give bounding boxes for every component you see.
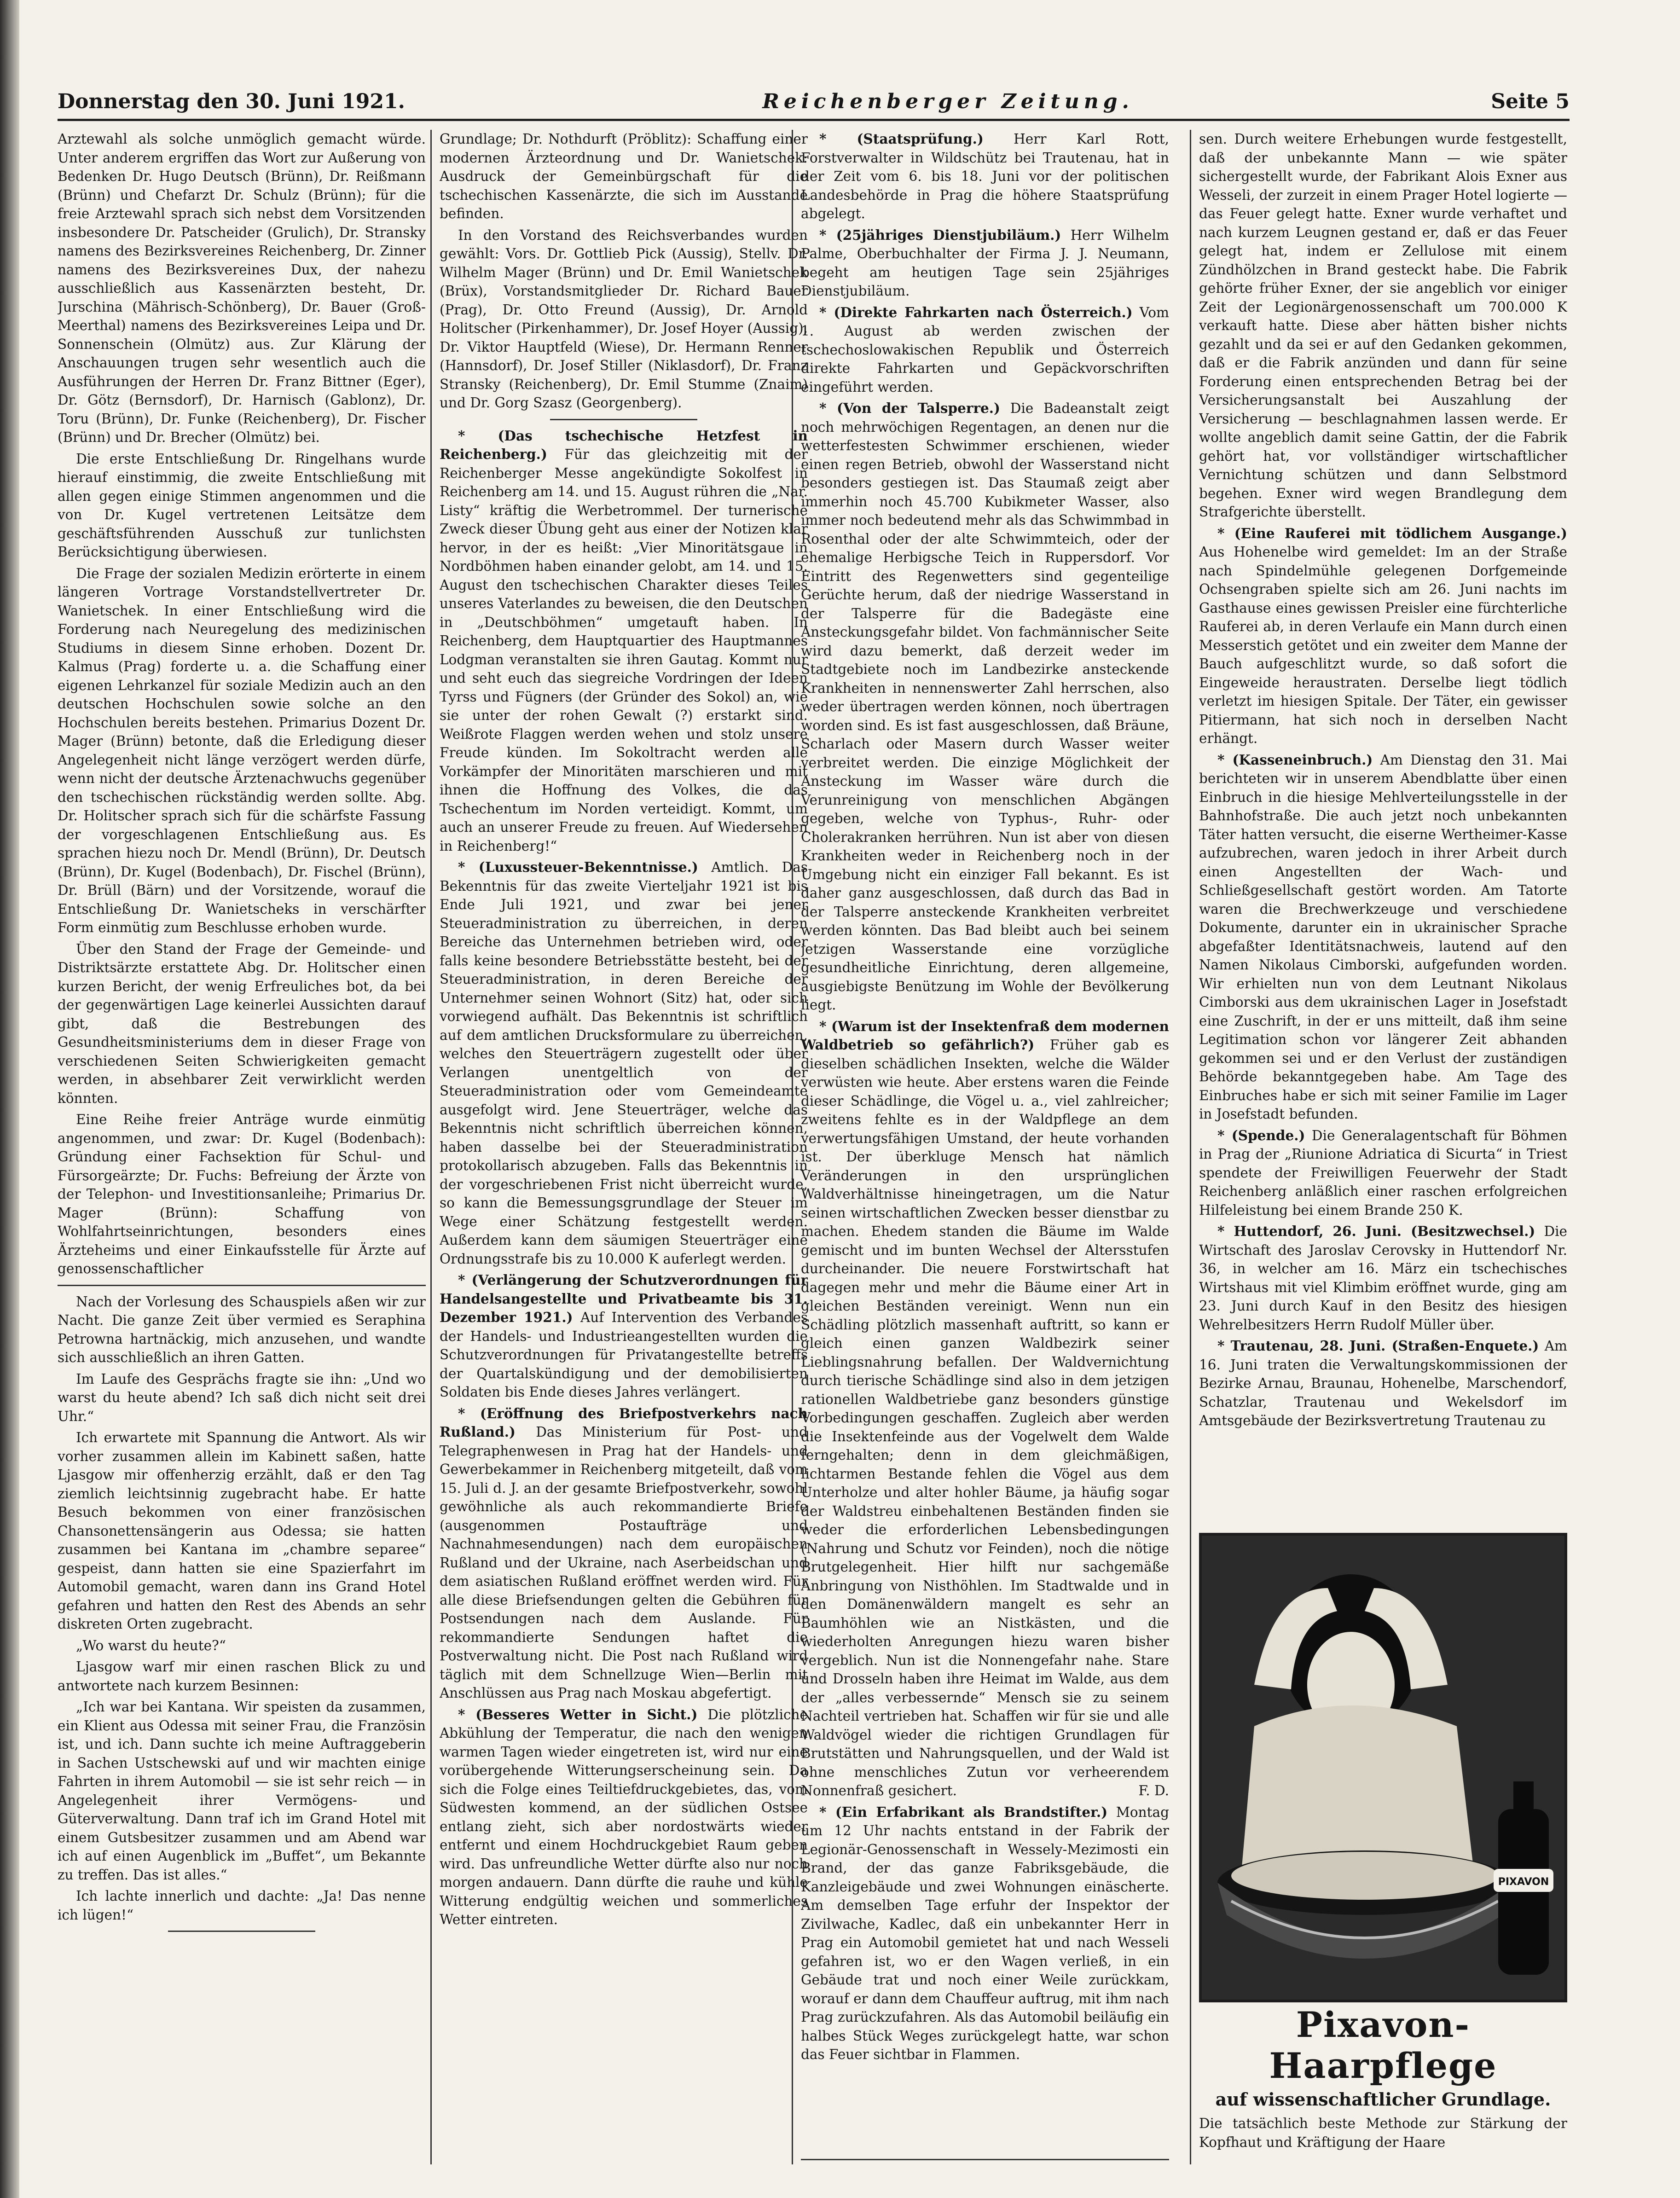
page-header bbox=[58, 84, 1570, 113]
news-item bbox=[801, 226, 1169, 301]
news-headline: * Huttendorf, 26. Juni. (Besitzwechsel.) bbox=[1217, 1223, 1535, 1239]
news-body: Die Badeanstalt zeigt noch mehrwöchigen Regentagen, an denen nur die wetterfestesten Schwimmer erschienen, wieder einen regen Betrieb, obwohl der Wasserstand nicht besonders gestiegen ist. Das Staumaß zeigt aber immerhin noch 45.700 Kubikmeter Wasser, also immer noch bedeutend mehr als das Schwimmbad in Rosenthal oder der alte Schwimmteich, oder der ehemalige Herbigsche Teich in Ruppersdorf. Vor Eintritt des Regenwetters sind gegenteilige Gerüchte herum, daß der niedrige Wasserstand in der Talsperre für die Badegäste eine Ansteckungsgefahr bildet. Von fachmännischer Seite wird dazu bemerkt, daß derzeit weder im Stadtgebiete noch im Landbezirke ansteckende Krankheiten in nennenswerter Zahl herrschen, also weder übertragen werden können, noch übertragen worden sind. Es ist fast ausgeschlossen, daß Bräune, Scharlach oder Masern durch Wasser weiter verbreitet werden. Die einzige Möglichkeit der Ansteckung im Wasser wäre durch die Verunreinigung von menschlichen Abgängen gegeben, welche von Typhus-, Ruhr- oder Cholerakranken herrühren. Nun ist aber von diesen Krankheiten weder in Reichenberg noch in der Umgebung nicht ein einziger Fall bekannt. Es ist daher ganz ausgeschlossen, daß durch das Bad in der Talsperre ansteckende Krankheiten verbreitet werden könnten. Das Bad bleibt auch bei seinem jetzigen Wasserstande eine vorzügliche gesundheitliche Einrichtung, deren allgemeine, ausgiebigste Benützung im Wohle der Bevölkerung liegt. bbox=[801, 400, 1169, 1013]
news-headline: * (Eröffnung des Briefpostverkehrs nach Rußland.) bbox=[440, 1405, 808, 1440]
article-paragraph: In den Vorstand des Reichsverbandes wurden gewählt: Vors. Dr. Gottlieb Pick (Aussig), Stellv. Dr. Wilhelm Mager (Brünn) und Dr. Emil Wanietschek (Brüx), Vorstandsmitglieder Dr. Richard Bauer (Prag), Dr. Otto Freund (Aussig), Dr. Arnold Holitscher (Pirkenhammer), Dr. Josef Hoyer (Aussig), Dr. Viktor Hauptfeld (Wiese), Dr. Hermann Renner (Hannsdorf), Dr. Josef Stiller (Niklasdorf), Dr. Franz Stransky (Reichenberg), Dr. Emil Stumme (Znaim) und Dr. Gorg Szasz (Georgenberg). bbox=[440, 227, 808, 411]
header-rule bbox=[58, 119, 1570, 121]
column-rule bbox=[430, 130, 432, 2164]
news-headline: * (Warum ist der Insektenfraß dem modernen Waldbetrieb so gefährlich?) bbox=[801, 1018, 1169, 1053]
news-item bbox=[801, 303, 1169, 397]
news-item bbox=[440, 1705, 808, 1929]
column-bottom-rule bbox=[801, 2159, 1169, 2160]
news-item bbox=[440, 427, 808, 856]
article-paragraph: Die Frage der sozialen Medizin erörterte in einem längeren Vortrage Vorstandstellvertreter Dr. Wanietschek. In einer Entschließung wird die Forderung nach Neuregelung des medizinischen Studiums in diesem Sinne erhoben. Dozent Dr. Kalmus (Prag) forderte u. a. die Schaffung einer eigenen Lehrkanzel für soziale Medizin auch an den deutschen Hochschulen sowie solche an den Hochschulen bereits bestehen. Primarius Dozent Dr. Mager (Brünn) betonte, daß die Erledigung dieser Angelegenheit nicht länge verzögert werden dürfe, wenn nicht der deutsche Ärztenachwuchs gegenüber den tschechischen rückständig werden sollte. Abg. Dr. Holitscher sprach sich für die schärfste Fassung der vorgeschlagenen Entschließung aus. Es sprachen hiezu noch Dr. Mendl (Brünn), Dr. Deutsch (Brünn), Dr. Kugel (Bodenbach), Dr. Fischel (Brünn), Dr. Brüll (Bärn) und der Vorsitzende, worauf die Entschließung Dr. Wanietscheks in verschärfter Form einmütig zum Beschlusse erhoben wurde. bbox=[58, 565, 426, 935]
news-item bbox=[440, 858, 808, 1268]
news-item bbox=[801, 1017, 1169, 1800]
news-headline: * (Ein Erfabrikant als Brandstifter.) bbox=[819, 1804, 1108, 1820]
article-paragraph: Über den Stand der Frage der Gemeinde- und Distriktsärzte erstattete Abg. Dr. Holitscher einen kurzen Bericht, der wenig Erfreuliches bot, da bei der gegenwärtigen Lage keinerlei Aussichten darauf gibt, daß die Bestrebungen des Gesundheitsministeriums dem in dieser Frage von verschiedenen Seiten Schwierigkeiten gemacht werden, in absehbarer Zeit verwirklicht werden könnten. bbox=[58, 941, 426, 1106]
article-signature: F. D. bbox=[1138, 1783, 1169, 1798]
page-number: Seite 5 bbox=[1491, 90, 1570, 113]
feuilleton-paragraph: „Wo warst du heute?“ bbox=[76, 1637, 226, 1653]
news-item bbox=[440, 1271, 808, 1402]
article-paragraph: Arztewahl als solche unmöglich gemacht würde. Unter anderem ergriffen das Wort zur Außerung von Bedenken Dr. Hugo Deutsch (Brünn), Dr. Reißmann (Brünn) und Chefarzt Dr. Schulz (Brünn); für die freie Arztewahl sprach sich nebst dem Vorsitzenden insbesondere Dr. Patscheider (Grulich), Dr. Stransky namens des Bezirksvereines Reichenberg, Dr. Zinner namens des Bezirksvereines Dux, der nahezu ausschließlich aus Kassenärzten besteht, Dr. Jurschina (Mährisch-Schönberg), Dr. Bauer (Groß-Meerthal) namens des Bezirksvereines Leipa und Dr. Sonnenschein (Olmütz) aus. Zur Klärung der Anschauungen trugen sehr wesentlich auch die Ausführungen der Herren Dr. Franz Bittner (Eger), Dr. Götz (Bernsdorf), Dr. Harnisch (Gablonz), Dr. Toru (Brünn), Dr. Funke (Reichenberg), Dr. Fischer (Brünn) und Dr. Brecher (Olmütz) bei. bbox=[58, 131, 426, 445]
news-headline: * Trautenau, 28. Juni. (Straßen-Enquete.) bbox=[1217, 1338, 1539, 1354]
masthead: Reichenberger Zeitung. bbox=[762, 90, 1134, 113]
news-body: Herr Karl Rott, Forstverwalter in Wildschütz bei Trautenau, hat in der Zeit vom 6. bis 18. Juni vor der politischen Landesbehörde in Prag die höhere Staatsprüfung abgelegt. bbox=[801, 131, 1169, 221]
ad-text: Die tatsächlich beste Methode zur Stärkung der Kopfhaut und Kräftigung der Haare bbox=[1199, 2116, 1567, 2150]
feuilleton-paragraph: Ich erwartete mit Spannung die Antwort. Als wir vorher zusammen allein im Kabinett saßen, hatte Ljasgow mir offenherzig erzählt, daß er den Tag ziemlich leichtsinnig zugebracht habe. Er hatte Besuch bekommen von einer französischen Chansonettensängerin aus Odessa; sie hatten zusammen bei Kantana im „chambre separee“ gespeist, dann hatten sie eine Spazierfahrt im Automobil gemacht, waren dann ins Grand Hotel gefahren und hatten den Rest des Abends an sehr diskreten Orten zugebracht. bbox=[58, 1430, 426, 1632]
news-body: Montag um 12 Uhr nachts entstand in der Fabrik der Legionär-Genossenschaft in Wessely-Mezimosti ein Brand, der das ganze Fabriksgebäude, die Kanzleigebäude und zwei Wohnungen einäscherte. Am demselben Tage erfuhr der Inspektor der Zivilwache, Kadlec, daß ein unbekannter Herr in Prag ein Automobil gemietet hat und nach Wesseli gefahren ist, wo er den Wagen verließ, in ein Gebäude trat und noch einer Weile zurückkam, worauf er dann dem Chauffeur auftrug, mit ihm nach Prag zurückzufahren. Als das Automobil beiläufig ein halbes Stück Weges zurückgelegt hatte, war schon das Feuer sichtbar in Flammen. bbox=[801, 1804, 1169, 2062]
news-item bbox=[1199, 524, 1567, 748]
news-body: Aus Hohenelbe wird gemeldet: Im an der Straße nach Spindelmühle gelegenen Dorfgemeinde Ochsengraben spielte sich am 26. Juni nachts im Gasthause eines gewissen Preisler eine fürchterliche Rauferei ab, in deren Verlaufe ein Mann durch einen Messerstich getötet und ein zweiter dem Manne der Bauch aufgeschlitzt wurde, so daß sofort die Eingeweide heraustraten. Derselbe liegt tödlich verletzt im hiesigen Spitale. Der Täter, ein gewisser Pitiermann, hat sich noch in derselben Nacht erhängt. bbox=[1199, 544, 1567, 746]
news-item bbox=[801, 130, 1169, 223]
section-divider bbox=[550, 419, 697, 420]
news-item bbox=[1199, 751, 1567, 1124]
column-1 bbox=[58, 130, 426, 2164]
ad-subtitle: auf wissenschaftlicher Grundlage. bbox=[1215, 2089, 1551, 2110]
news-body: Das Ministerium für Post- und Telegraphenwesen in Prag hat der Handels- und Gewerbekammer in Reichenberg mitgeteilt, daß vom 15. Juli d. J. an der gesamte Briefpostverkehr, sowohl gewöhnliche als auch rekommandierte Briefe (ausgenommen Postaufträge und Nachnahmesendungen) nach dem europäischen Rußland und der Ukraine, nach Aserbeidschan und dem asiatischen Rußland eröffnet werden wird. Für alle diese Briefsendungen gelten die Gebühren für Postsendungen nach dem Auslande. Für rekommandierte Sendungen haftet die Postverwaltung nicht. Die Post nach Rußland wird täglich mit dem Schnellzuge Wien—Berlin mit Anschlüssen aus Prag nach Moskau abgefertigt. bbox=[440, 1424, 808, 1701]
news-headline: * (25jähriges Dienstjubiläum.) bbox=[819, 226, 1061, 243]
news-body: Die Wirtschaft des Jaroslav Cerovsky in Huttendorf Nr. 36, in welcher am 16. März ein tschechisches Wirtshaus mit viel Klimbim eröffnet wurde, ging am 23. Juni durch Kauf in den Besitz des hiesigen Wehrelbesitzers Herrn Rudolf Müller über. bbox=[1199, 1224, 1567, 1333]
news-body: Für das gleichzeitig mit der Reichenberger Messe angekündigte Sokolfest in Reichenberg am 14. und 15. August rühren die „Nar. Listy“ kräftig die Werbetrommel. Der turnerische Zweck dieser Übung geht aus einer der Notizen klar hervor, in der es heißt: „Vier Minoritätsgaue in Nordböhmen haben einander gelobt, am 14. und 15. August den tschechischen Charakter dieses Teiles unseres Vaterlandes zu beweisen, die den Deutschen in „Deutschböhmen“ umgetauft haben. In Reichenberg, dem Hauptquartier des Hauptmannes Lodgman veranstalten sie ihren Gautag. Kommt nur und seht euch das siegreiche Vordringen der Ideen Tyrss und Fügners (der Gründer des Sokol) an, wie sie unter der rohen Gewalt (?) erstarkt sind. Weißrote Flaggen werden wehen und stolz unsere Freude künden. Im Sokoltracht werden alle Vorkämpfer der Minoritäten marschieren und mit ihnen die Hoffnung des Volkes, die das Tschechentum im Norden verteidigt. Kommt, um auch an unserer Freude zu freuen. Auf Wiedersehen in Reichenberg!“ bbox=[440, 447, 808, 854]
news-item bbox=[1199, 1126, 1567, 1220]
news-item bbox=[801, 399, 1169, 1015]
feuilleton-paragraph: Ich lachte innerlich und dachte: „Ja! Das nenne ich lügen!“ bbox=[58, 1888, 426, 1923]
column-rule bbox=[1190, 130, 1191, 2164]
news-body: Amtlich. Das Bekenntnis für das zweite Vierteljahr 1921 ist bis Ende Juli 1921, und zwar bei jener Steueradministration zu überreichen, in deren Bereiche das Unternehmen betrieben wird, oder falls keine besondere Betriebsstätte besteht, bei der Steueradministration, in deren Bereiche der Unternehmer seinen Wohnort (Sitz) hat, oder sich vorwiegend aufhält. Das Bekenntnis ist schriftlich auf dem amtlichen Drucksformulare zu überreichen, welches den Steuerträgern zugestellt oder über Verlangen unentgeltlich von der Steueradministration oder vom Gemeindeamte ausgefolgt wird. Jene Steuerträger, welche das Bekenntnis nicht schriftlich überreichen können, haben dasselbe bei der Steueradministration protokollarisch abzugeben. Falls das Bekenntnis in der vorgeschriebenen Frist nicht überreicht wurde, so kann die Bemessungsgrundlage der Steuer im Wege einer Schätzung festgestellt werden. Außerdem kann dem säumigen Steuerträger eine Ordnungsstrafe bis zu 10.000 K auferlegt werden. bbox=[440, 859, 808, 1267]
news-body: Früher gab es dieselben schädlichen Insekten, welche die Wälder verwüsten wie heute. Aber erstens waren die Feinde dieser Schädlinge, die Vögel u. a., viel zahlreicher; zweitens fehlte es in der Waldpflege an dem verwertungsfähigen Umstand, der heute vorhanden ist. Der überkluge Mensch hat nämlich Veränderungen in den ursprünglichen Waldverhältnisse hineingetragen, um die Natur seinen wirtschaftlichen Zwecken besser dienstbar zu machen. Ehedem standen die Bäume im Walde gemischt und im bunten Wechsel der Altersstufen durcheinander. Die neuere Forstwirtschaft hat dagegen mehr und mehr die Bäume einer Art in gleichen Beständen vereinigt. Wenn nun ein Schädling plötzlich massenhaft auftritt, so kann er gleich einen ganzen Waldbezirk seiner Lieblingsnahrung befallen. Der Waldvernichtung durch tierische Schädlinge sind also in dem jetzigen rationellen Waldbetriebe ganz besonders günstige Vorbedingungen geschaffen. Zugleich aber werden die Insektenfeinde aus der Vogelwelt dem Walde ferngehalten; denn in dem gleichmäßigen, lichtarmen Bestande fehlen die Vögel aus dem Unterholze und alter hohler Bäume, ja häufig sogar der Waldstreu einbehaltenen Beständen finden sie weder die erforderlichen Lebensbedingungen (Nahrung und Schutz vor Feinden), noch die nötige Brutgelegenheit. Hier hilft nur sachgemäße Anbringung von Nisthöhlen. Im Stadtwalde und in den Domänenwäldern mangelt es sehr an Baumhöhlen wie an Nistkästen, und die wiederholten Anregungen hiezu waren bisher vergeblich. Nun ist die Nonnengefahr nahe. Stare und Drosseln haben ihre Heimat im Walde, aus dem der „alles verbessernde“ Mensch sie zu seinem Nachteil vertrieben hat. Schaffen wir für sie und alle Waldvögel wieder die richtigen Grundlagen für Brutstätten und Nahrungsquellen, und der Wald ist ohne menschliches Zutun vor verheerendem Nonnenfraß gesichert. bbox=[801, 1037, 1169, 1798]
feuilleton-paragraph: Nach der Vorlesung des Schauspiels aßen wir zur Nacht. Die ganze Zeit über vermied es Seraphina Petrowna hartnäckig, mich anzusehen, und wandte sich ausschließlich an ihren Gatten. bbox=[58, 1293, 426, 1365]
news-body: Herr Wilhelm Palme, Oberbuchhalter der Firma J. J. Neumann, begeht am heutigen Tage sein 25jähriges Dienstjubiläum. bbox=[801, 227, 1169, 299]
news-item bbox=[1199, 1337, 1567, 1430]
news-body: Die plötzliche Abkühlung der Temperatur, die nach den wenigen warmen Tagen wieder eingetreten ist, wird nur eine vorübergehende Witterungserscheinung sein. Da sich die Folge eines Teiltiefdruckgebietes, das, vom Südwesten kommend, an der südlichen Ostsee entlang zieht, sich aber nordostwärts wieder entfernt und einem Hochdruckgebiet Raum geben wird. Das unfreundliche Wetter dürfte also nur noch morgen andauern. Dann dürfte die rauhe und kühle Witterung endgültig weichen und sommerliches Wetter eintreten. bbox=[440, 1706, 808, 1927]
news-item bbox=[801, 1803, 1169, 2064]
feuilleton-paragraph: „Ich war bei Kantana. Wir speisten da zusammen, ein Klient aus Odessa mit seiner Frau, die Französin ist, und ich. Dann suchte ich meine Auftraggeberin in Sachen Ustschewski auf und wir machten einige Fahrten in ihrem Automobil — sie ist sehr reich — in Angelegenheit ihrer Vermögens- und Güterverwaltung. Dann traf ich im Grand Hotel mit einem Gutsbesitzer zusammen und am Abend war ich auf einen Augenblick im „Buffet“, um Bekannte zu treffen. Das ist alles.“ bbox=[58, 1699, 426, 1883]
news-headline: * (Besseres Wetter in Sicht.) bbox=[458, 1706, 698, 1722]
news-item bbox=[440, 1404, 808, 1703]
news-headline: * (Eine Rauferei mit tödlichem Ausgange.) bbox=[1217, 525, 1567, 541]
section-divider bbox=[168, 1931, 315, 1932]
news-headline: * (Verlängerung der Schutzverordnungen für Handelsangestellte und Privatbeamte bis 31. Dezember 1921.) bbox=[440, 1272, 808, 1325]
article-paragraph: Eine Reihe freier Anträge wurde einmütig angenommen, und zwar: Dr. Kugel (Bodenbach): Gründung einer Fachsektion für Schul- und Fürsorgeärzte; Dr. Fuchs: Befreiung der Ärzte von der Telephon- und Investitionsanleihe; Primarius Dr. Mager (Brünn): Schaffung von Wohlfahrtseinrichtungen, besonders eines Ärzteheims und einer Einkaufsstelle für Ärzte auf genossenschaftlicher bbox=[58, 1112, 426, 1276]
news-body: Am Dienstag den 31. Mai berichteten wir in unserem Abendblatte über einen Einbruch in die hiesige Mehlverteilungsstelle in der Bahnhofstraße. Die auch jetzt noch unbekannten Täter hatten versucht, die eiserne Wertheimer-Kasse aufzubrechen, waren jedoch in ihrer Arbeit durch einen Angestellten der Wach- und Schließgesellschaft gestört worden. Am Tatorte waren die Brechwerkzeuge und verschiedene Dokumente, darunter ein in ukrainischer Sprache abgefaßter Identitätsnachweis, lautend auf den Namen Nikolaus Cimborski, aufgefunden worden. Wir erhielten nun von dem Leutnant Nikolaus Cimborski aus dem ukrainischen Lager in Josefstadt eine Zuschrift, in der er uns mitteilt, daß ihm seine Legitimation schon vor längerer Zeit abhanden gekommen sei und er den Verlust der zuständigen Behörde bekanntgegeben habe. Am Tage des Einbruches habe er sich mit seiner Familie im Lager in Josefstadt befunden. bbox=[1199, 752, 1567, 1122]
article-paragraph: Grundlage; Dr. Nothdurft (Pröblitz): Schaffung einer modernen Ärzteordnung und Dr. Wanietschek: Ausdruck der Gemeinbürgschaft für die tschechischen Kassenärzte, die sich im Ausstande befinden. bbox=[440, 131, 808, 221]
article-paragraph: Die erste Entschließung Dr. Ringelhans wurde hierauf einstimmig, die zweite Entschließung mit allen gegen einige Stimmen angenommen und die von Dr. Kugel vertretenen Leitsätze dem geschäftsführenden Ausschuß zur tunlichsten Berücksichtigung überwiesen. bbox=[58, 451, 426, 560]
news-headline: * (Luxussteuer-Bekenntnisse.) bbox=[458, 859, 698, 875]
news-item bbox=[1199, 1222, 1567, 1334]
bottle-label: PIXAVON bbox=[1498, 1876, 1549, 1888]
news-headline: * (Direkte Fahrkarten nach Österreich.) bbox=[819, 304, 1133, 320]
issue-date: Donnerstag den 30. Juni 1921. bbox=[58, 90, 405, 113]
news-headline: * (Spende.) bbox=[1217, 1127, 1305, 1143]
news-headline: * (Kasseneinbruch.) bbox=[1217, 751, 1373, 768]
news-body: Die Generalagentschaft für Böhmen in Prag der „Riunione Adriatica di Sicurta“ in Triest spendete der Freiwilligen Feuerwehr der Stadt Reichenberg anläßlich einer raschen erfolgreichen Hilfeleistung bei einem Brande 250 K. bbox=[1199, 1127, 1567, 1218]
news-body: Am 16. Juni traten die Verwaltungskommissionen der Bezirke Arnau, Braunau, Hohenelbe, Marschendorf, Schatzlar, Trautenau und Wekelsdorf im Amtsgebäude der Bezirksvertretung Trautenau zu bbox=[1199, 1338, 1567, 1428]
feuilleton-paragraph: Im Laufe des Gesprächs fragte sie ihn: „Und wo warst du heute abend? Ich saß dich nicht seit drei Uhr.“ bbox=[58, 1371, 426, 1424]
column-4 bbox=[1199, 130, 1567, 1525]
feuilleton-paragraph: Ljasgow warf mir einen raschen Blick zu und antwortete nach kurzem Besinnen: bbox=[58, 1659, 426, 1693]
news-headline: * (Das tschechische Hetzfest in Reichenberg.) bbox=[440, 427, 808, 462]
pixavon-advertisement bbox=[1199, 1533, 1567, 2164]
news-headline: * (Von der Talsperre.) bbox=[819, 400, 1001, 416]
ad-title: Pixavon-Haarpflege bbox=[1269, 2004, 1497, 2086]
column-3 bbox=[801, 130, 1169, 2164]
ad-illustration bbox=[1199, 1533, 1567, 2002]
article-paragraph: sen. Durch weitere Erhebungen wurde festgestellt, daß der unbekannte Mann — wie später sichergestellt wurde, der Fabrikant Alois Exner aus Wesseli, der zurzeit in einem Prager Hotel logierte — das Feuer gelegt hatte. Exner wurde verhaftet und nach kurzem Leugnen gestand er, daß er das Feuer gelegt hat, indem er Zellulose mit einem Zündhölzchen in Brand gesteckt habe. Die Fabrik gehörte früher Exner, der sie angeblich vor einiger Zeit der Legionärgenossenschaft um 700.000 K verkauft hatte. Diese aber hätten bisher nichts gezahlt und da sei er auf den Gedanken gekommen, daß er die Fabrik anzünden und dann für seine Forderung einen entsprechenden Betrag bei der Versicherungsanstalt bei Auszahlung der Versicherung — beschlagnahmen lassen werde. Er wollte angeblich damit seine Gattin, der die Fabrik gehört hat, vor vollständiger wirtschaftlicher Vernichtung schützen und dann Selbstmord begehen. Exner wird wegen Brandlegung dem Strafgerichte überstellt. bbox=[1199, 131, 1567, 520]
scan-edge bbox=[0, 0, 19, 2198]
news-body: Auf Intervention des Verbandes der Handels- und Industrieangestellten wurden die Schutzverordnungen für Privatangestellte betreffs der Quartalskündigung und der demobilisierten Soldaten bis Ende dieses Jahres verlängert. bbox=[440, 1310, 808, 1400]
column-2 bbox=[440, 130, 808, 2164]
feuilleton-rule bbox=[58, 1285, 426, 1286]
news-headline: * (Staatsprüfung.) bbox=[819, 131, 984, 147]
news-body: Vom 1. August ab werden zwischen der tschechoslowakischen Republik und Österreich direkte Fahrkarten und Gepäckvorschriften eingeführt werden. bbox=[801, 304, 1169, 395]
